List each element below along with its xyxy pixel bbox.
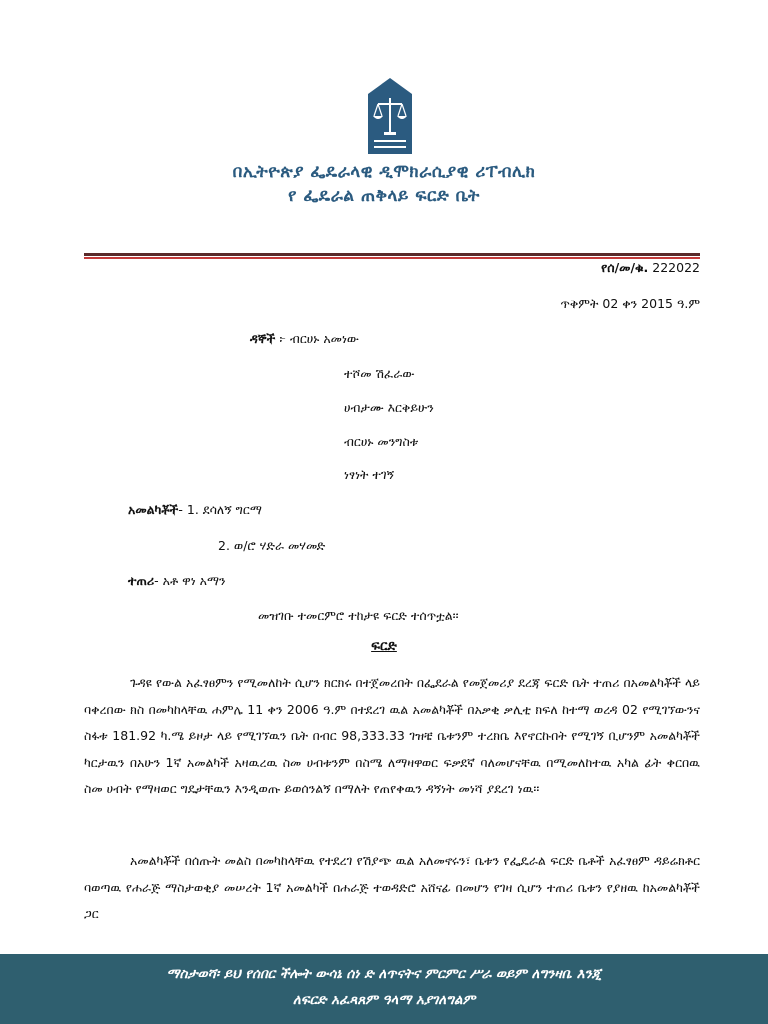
- judge-name: ተሾመ ሽፈራው: [344, 366, 415, 381]
- verdict-paragraph-2: አመልካቾች በሰጡት መልስ በመካከላቸዉ የተደረገ የሽያጭ ዉል አለመኖሩን፣ ቤቱን የፌዴራል ፍርድ ቤቶች አፈፃፀም ዳይሬክቶር ባወጣዉ የሐራጅ ማስታወቂያ መሠረት 1ኛ አመልካች በሐራጅ ተወዳድሮ አሸናፊ በመሆን የገዛ ሲሆን ተጠሪ ቤቱን የያዘዉ ከአመልካቾች ጋር: [84, 853, 700, 921]
- file-number-label: የሰ/መ/ቁ.: [601, 260, 649, 275]
- court-name-line2: የ ፌዴራል ጠቅላይ ፍርድ ቤት: [288, 186, 480, 206]
- file-number: [601, 260, 700, 276]
- file-number-value: 222022: [652, 260, 700, 275]
- verdict-title: ፍርድ: [371, 638, 397, 654]
- judges-label: ዳኞች: [250, 331, 276, 346]
- disclaimer-line2: ለፍርድ አፈጻጸም ዓላማ አያገለግልም: [292, 992, 476, 1008]
- court-name-line1: በኢትዮጵያ ፌዴራላዊ ዲሞክራሲያዊ ሪፐብሊክ: [232, 162, 536, 182]
- judges-row: [250, 331, 359, 347]
- respondent-label: ተጠሪ: [128, 573, 155, 588]
- disclaimer-footer: [0, 954, 768, 1024]
- header-divider: [84, 253, 700, 256]
- judge-name: ሀብታሙ እርቅይሁን: [344, 400, 434, 415]
- applicant-name: - 1. ደሳለኝ ግርማ: [178, 502, 262, 517]
- judge-name: ብርሀኑ መንግስቱ: [344, 434, 419, 449]
- judge-name: ፦ ብርሀኑ አመነው: [279, 331, 359, 346]
- applicant-name: 2. ወ/ሮ ሃድራ መሃመድ: [218, 538, 326, 553]
- respondent-name: - አቶ ዋነ አማን: [154, 573, 226, 588]
- header-divider-accent: [84, 257, 700, 259]
- document-date: ጥቅምት 02 ቀን 2015 ዓ.ም: [560, 296, 700, 311]
- judge-name: ነፃነት ተገኝ: [344, 467, 395, 482]
- judgment-statement: መዝገቡ ተመርምሮ ተከታዩ ፍርድ ተሰጥቷል፡፡: [258, 608, 459, 623]
- respondent-row: [128, 573, 226, 589]
- applicants-row: [128, 502, 262, 518]
- verdict-paragraph-1: ጉዳዩ የውል አፈፃፀምን የሚመለከት ሲሆን ክርክሩ በተጀመረበት በፌደራል የመጀመሪያ ደረጃ ፍርድ ቤት ተጠሪ በአመልካቾች ላይ ባቀረበው ክስ በመካከላቸዉ ሐምሌ 11 ቀን 2006 ዓ.ም በተደረገ ዉል አመልካቾች በአቃቂ ቃሊቲ ክፍለ ከተማ ወረዳ 02 የሚገኘውንና ስፋቱ 181.92 ካ.ሜ ይዞታ ላይ የሚገኘዉን ቤት በብር 98,333.33 ገዝቼ ቤቱንም ተረክቤ እየኖርኩበት የሚገኝ ቢሆንም አመልካቾች ካርታዉን በአሁን 1ኛ አመልካች አዛዉረዉ ስመ ሀብቱንም በስሜ ለማዛዋወር ፍቃደኛ ባለመሆናቸዉ በሚመለከተዉ አካል ፊት ቀርበዉ ስመ ሀብት የማዛወር ግዴታቸዉን እንዲወጡ ይወሰንልኝ በማለት የጠየቀዉን ዳኝነት መነሻ ያደረገ ነዉ፡፡: [84, 675, 700, 796]
- applicants-label: አመልካቾች: [128, 502, 179, 517]
- disclaimer-line1: ማስታወሻ፡ ይህ የሰበር ችሎት ውሳኔ ሰነ ድ ለጥናትና ምርምር ሥራ ወይም ለግንዛቤ እንጂ: [166, 966, 602, 982]
- scales-of-justice-icon: [364, 76, 416, 156]
